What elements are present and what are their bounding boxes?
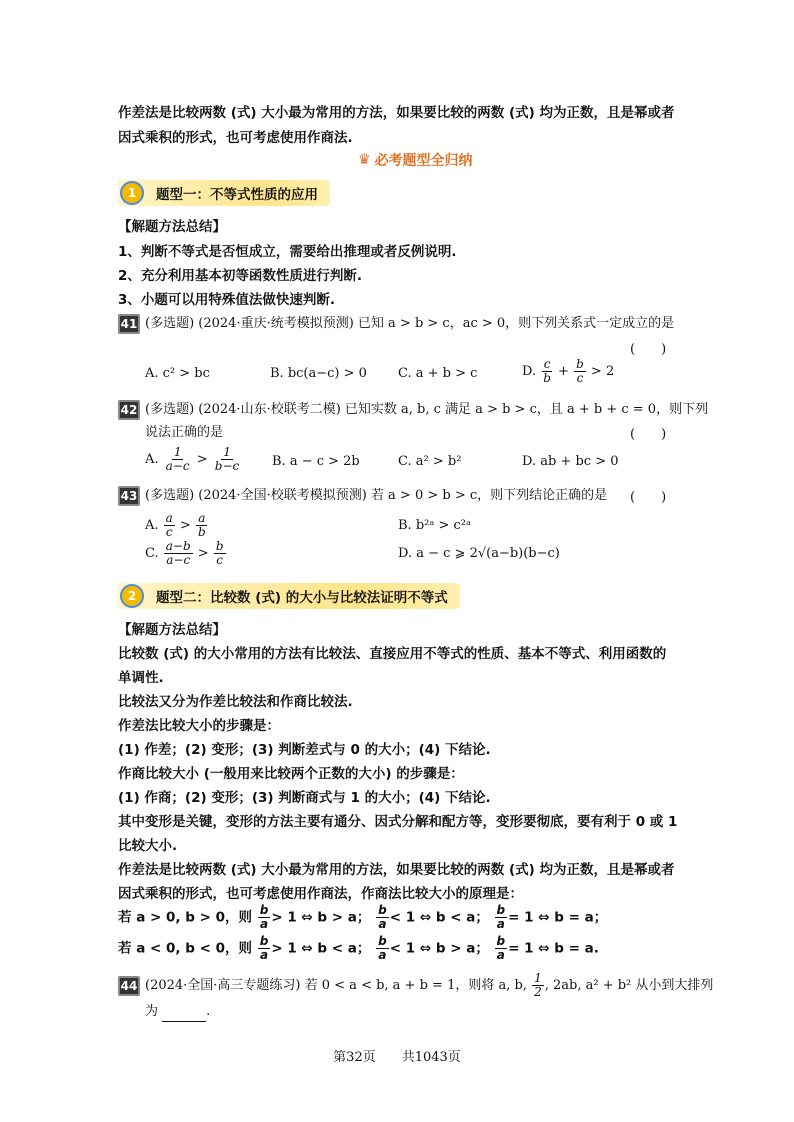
fraction: $\frac{b}{a}$ [259, 903, 269, 931]
fraction: $\frac{b}{a}$ [259, 934, 269, 962]
fraction: $\frac{b}{a}$ [378, 934, 387, 962]
type2-line: 作差法是比较两数 (式) 大小最为常用的方法，如果要比较的两数 (式) 均为正数，且是幂或者 [118, 862, 675, 878]
q43-answer-paren: ( ) [630, 490, 667, 505]
q41-option-b: B. bc(a−c) > 0 [270, 366, 367, 381]
fraction: $\frac{b}{c}$ [576, 357, 584, 385]
q41-option-c: C. a + b > c [398, 366, 478, 381]
fraction: $\frac{c}{b}$ [543, 357, 551, 385]
q43-option-d: D. a − c ⩾ 2√(a−b)(b−c) [398, 546, 560, 561]
q43-option-b: B. b²ᵃ > c²ᵃ [398, 518, 472, 533]
type2-line: (1) 作差；(2) 变形；(3) 判断差式与 0 的大小；(4) 下结论. [118, 742, 491, 758]
type2-method-title: 【解题方法总结】 [118, 622, 226, 638]
fraction: $\frac{b}{a}$ [378, 903, 387, 931]
fraction: $\frac{b}{c}$ [215, 539, 224, 567]
intro-line-2: 因式乘积的形式，也可考虑使用作商法. [118, 130, 353, 146]
q41-answer-paren: ( ) [630, 342, 667, 357]
answer-blank[interactable] [162, 1009, 206, 1022]
q42-option-c: C. a² > b² [398, 454, 462, 469]
q42-option-d: D. ab + bc > 0 [522, 454, 619, 469]
q41-number: 41 [118, 314, 140, 334]
type2-line: 作商比较大小 (一般用来比较两个正数的大小) 的步骤是： [118, 766, 464, 782]
type2-rule-positive: 若 a > 0, b > 0，则 $\frac{b}{a}$ > 1 ⇔ b > a； $\frac{b}{a}$ < 1 ⇔ b < a； $\frac{b}{a}$ = 1 ⇔ b = a； [118, 903, 608, 931]
intro-line-1: 作差法是比较两数 (式) 大小最为常用的方法，如果要比较的两数 (式) 均为正数，且是幂或者 [118, 105, 675, 121]
type2-line: 因式乘积的形式，也可考虑使用作商法，作商法比较大小的原理是： [118, 886, 523, 902]
q44-stem-line-2: 为 . [145, 1002, 210, 1022]
q42-number: 42 [118, 400, 140, 420]
q41-option-d: D. $\frac{c}{b}$ + $\frac{b}{c}$ > 2 [522, 357, 615, 385]
type2-line: 比较法又分为作差比较法和作商比较法. [118, 694, 353, 710]
type2-number-badge: 2 [120, 584, 144, 608]
q42-answer-paren: ( ) [630, 427, 667, 442]
type1-point-2: 2、充分利用基本初等函数性质进行判断. [118, 268, 363, 284]
type1-point-1: 1、判断不等式是否恒成立，需要给出推理或者反例说明. [118, 244, 457, 260]
q43-option-a: A. $\frac{a}{c}$ > $\frac{a}{b}$ [145, 511, 206, 539]
fraction: $\frac{b}{a}$ [496, 934, 506, 962]
type1-number-badge: 1 [120, 181, 144, 205]
page-footer: 第32页 共1043页 [333, 1050, 461, 1065]
fraction: $\frac{1}{b-c}$ [214, 445, 240, 473]
fraction: $\frac{a}{b}$ [198, 511, 206, 539]
type2-line: 作差法比较大小的步骤是： [118, 718, 280, 734]
section-heading: ♛ 必考题型全归纳 [358, 152, 473, 169]
type1-banner [118, 180, 330, 206]
type2-line: 单调性. [118, 670, 164, 686]
type2-line: 比较大小. [118, 838, 178, 854]
q43-number: 43 [118, 486, 140, 506]
fraction: $\frac{1}{a-c}$ [165, 445, 190, 473]
q42-option-b: B. a − c > 2b [272, 454, 360, 469]
q41-option-a: A. c² > bc [145, 366, 210, 381]
q41-stem: (多选题) (2024·重庆·统考模拟预测) 已知 a > b > c，ac > 0，则下列关系式一定成立的是 [145, 316, 675, 331]
q43-stem: (多选题) (2024·全国·校联考模拟预测) 若 a > 0 > b > c，则下列结论正确的是 [145, 488, 608, 503]
type2-banner [118, 583, 460, 609]
fraction: $\frac{a-b}{a-c}$ [165, 539, 191, 567]
type2-line: 其中变形是关键，变形的方法主要有通分、因式分解和配方等，变形要彻底，要有利于 0 或 1 [118, 814, 678, 830]
q42-stem-line-2: 说法正确的是 [145, 425, 224, 440]
type1-method-title: 【解题方法总结】 [118, 219, 226, 235]
type2-rule-negative: 若 a < 0, b < 0，则 $\frac{b}{a}$ > 1 ⇔ b < a； $\frac{b}{a}$ < 1 ⇔ b > a； $\frac{b}{a}$ = 1 ⇔ b = a. [118, 934, 599, 962]
fraction: $\frac{b}{a}$ [496, 903, 506, 931]
type1-point-3: 3、小题可以用特殊值法做快速判断. [118, 292, 336, 308]
q44-number: 44 [118, 976, 140, 996]
type2-line: 比较数 (式) 的大小常用的方法有比较法、直接应用不等式的性质、基本不等式、利用函数的 [118, 646, 667, 662]
q43-option-c: C. $\frac{a-b}{a-c}$ > $\frac{b}{c}$ [145, 539, 224, 567]
trophy-icon: ♛ [358, 152, 371, 168]
type2-line: (1) 作商；(2) 变形；(3) 判断商式与 1 的大小；(4) 下结论. [118, 790, 491, 806]
q42-option-a: A. $\frac{1}{a-c}$ > $\frac{1}{b-c}$ [145, 445, 240, 473]
type2-title: 题型二：比较数 (式) 的大小与比较法证明不等式 [156, 590, 448, 606]
q44-stem: (2024·全国·高三专题练习) 若 0 < a < b, a + b = 1，则将 a, b, $\frac{1}{2}$ , 2ab, a² + b² 从小到大排列 [145, 971, 714, 999]
q42-stem-line-1: (多选题) (2024·山东·校联考二模) 已知实数 a, b, c 满足 a > b > c，且 a + b + c = 0，则下列 [145, 402, 709, 417]
type1-title: 题型一：不等式性质的应用 [156, 187, 318, 203]
fraction: $\frac{a}{c}$ [165, 511, 173, 539]
fraction: $\frac{1}{2}$ [534, 971, 542, 999]
